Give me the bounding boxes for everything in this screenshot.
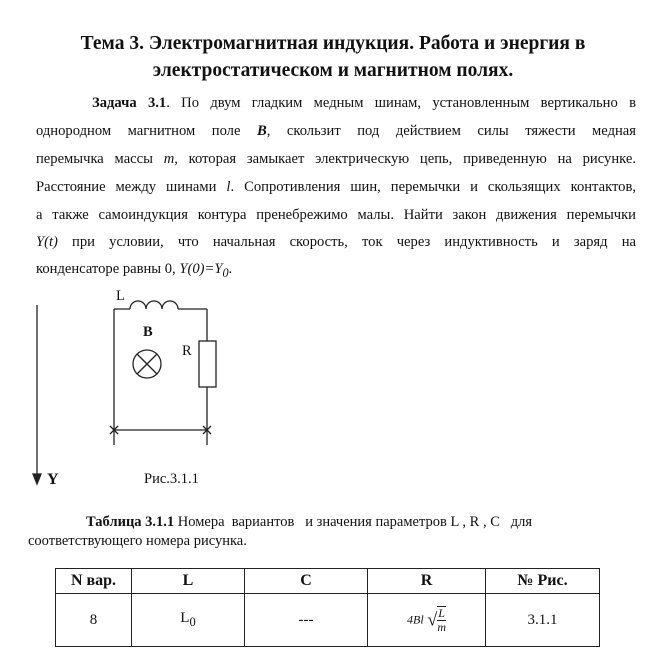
header-cell: C [245,569,368,594]
task-line: однородном магнитном поле B, скользит под действием силы тяжести медная [36,123,636,139]
table-row [56,594,600,647]
page-title: Тема 3. Электромагнитная индукция. Работа и энергия в [80,33,586,54]
y-axis-label: Y [47,471,59,488]
cell-figure: 3.1.1 [486,594,600,647]
header-cell: R [368,569,486,594]
page-subtitle: электростатическом и магнитном полях. [152,60,514,81]
inductor-label: L [116,288,125,304]
table-caption: Таблица 3.1.1 Номера вариантов и значения параметров L , R , C для [86,514,533,530]
cell-R: 4Bl √ $\frac{L}{m}$ [368,594,486,647]
figure-caption: Рис.3.1.1 [144,471,199,487]
cell-variant: 8 [56,594,132,647]
inductor-icon [114,301,207,309]
header-cell: L [132,569,245,594]
resistor-icon [199,341,216,387]
table-caption-line2: соответствующего номера рисунка. [28,533,247,549]
field-label: B [143,324,153,340]
header-cell: N вар. [56,569,132,594]
parameters-table [55,568,600,647]
task-label: Задача 3.1 [92,95,167,111]
resistor-label: R [182,343,192,359]
table-header-row [56,569,600,594]
task-line: Задача 3.1. По двум гладким медным шинам, установленным вертикально в [92,95,636,111]
magnetic-field-into-page-icon [133,350,161,378]
task-line: Y(t) при условии, что начальная скорость, ток через индуктивность и заряд на [36,234,636,250]
cell-C: --- [245,594,368,647]
header-cell: № Рис. [486,569,600,594]
task-line: конденсаторе равны 0, $Y(0)=Y_0$. [36,261,233,280]
cell-L: $L_0$ [132,594,245,647]
task-line: перемычка массы m, которая замыкает электрическую цепь, приведенную на рисунке. [36,151,636,167]
y-axis-arrow [33,305,41,484]
task-line: а также самоиндукция контура пренебрежимо малы. Найти закон движения перемычки [36,207,636,223]
task-line: Расстояние между шинами l. Сопротивления шин, перемычки и скользящих контактов, [36,179,637,195]
